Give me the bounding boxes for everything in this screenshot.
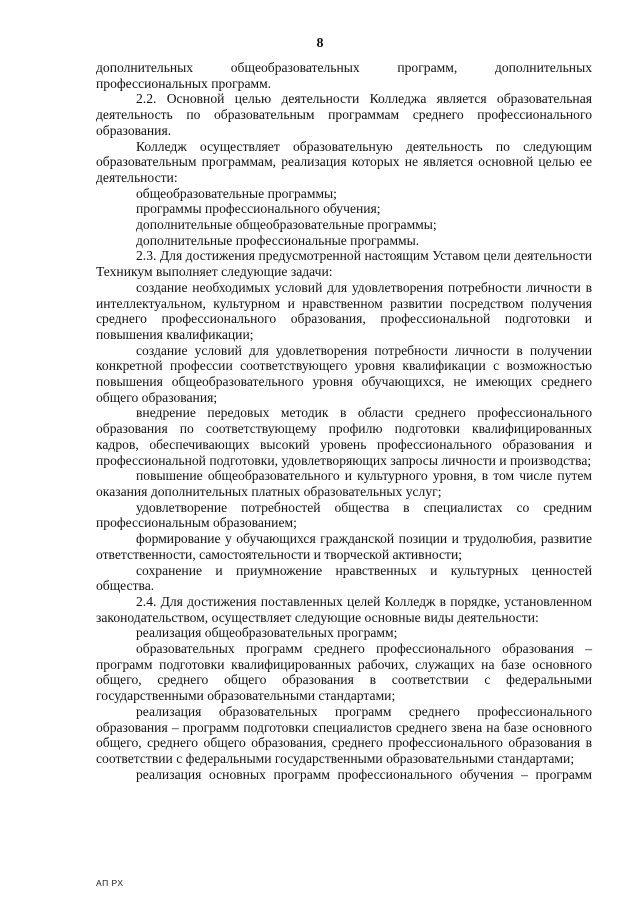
paragraph: Колледж осуществляет образовательную деятельность по следующим образовательным программам, реализация которых не является основной целью ее деятельности:	[96, 138, 592, 185]
paragraph: дополнительных общеобразовательных программ, дополнительных профессиональных программ.	[96, 60, 592, 91]
list-item: реализация основных программ профессионального обучения – программ	[136, 766, 592, 782]
list-item: дополнительные общеобразовательные программы;	[136, 217, 437, 233]
list-item: реализация образовательных программ среднего профессионального образования – программ подготовки специалистов среднего звена на базе основного общего, среднего общего образования, среднего профессионального образования в соответствии с федеральными государственными образовательными стандартами;	[96, 703, 592, 766]
footer-code: АП РХ	[96, 878, 124, 888]
page-number: 8	[316, 36, 324, 51]
list-item: создание необходимых условий для удовлетворения потребности личности в интеллектуальном, культурном и нравственном развитии посредством получения среднего профессионального образования, профессиональной подготовки и повышения квалификации;	[96, 279, 592, 342]
document-body	[96, 60, 592, 782]
list-item: общеобразовательные программы;	[136, 185, 337, 201]
list-item: внедрение передовых методик в области среднего профессионального образования по соответствующему профилю подготовки квалифицированных кадров, обеспечивающих высокий уровень профессионального образования и профессиональной подготовки, удовлетворяющих запросы личности и производства;	[96, 405, 592, 468]
list-item: программы профессионального обучения;	[136, 201, 381, 217]
list-item: создание условий для удовлетворения потребности личности в получении конкретной профессии соответствующего уровня квалификации с возможностью повышения общеобразовательного уровня обучающихся, не имеющих среднего общего образования;	[96, 342, 592, 405]
paragraph: 2.2. Основной целью деятельности Колледжа является образовательная деятельность по образовательным программам среднего профессионального образования.	[96, 91, 592, 138]
list-item: дополнительные профессиональные программы.	[136, 232, 420, 248]
list-item: сохранение и приумножение нравственных и культурных ценностей общества.	[96, 562, 592, 594]
paragraph: 2.4. Для достижения поставленных целей Колледж в порядке, установленном законодательством, осуществляет следующие основные виды деятельности:	[96, 593, 592, 625]
paragraph: 2.3. Для достижения предусмотренной настоящим Уставом цели деятельности Техникум выполняет следующие задачи:	[96, 248, 592, 280]
list-item: удовлетворение потребностей общества в специалистах со средним профессиональным образованием;	[96, 499, 592, 531]
list-item: формирование у обучающихся гражданской позиции и трудолюбия, развитие ответственности, самостоятельности и творческой активности;	[96, 531, 592, 562]
list-item: повышение общеобразовательного и культурного уровня, в том числе путем оказания дополнительных платных образовательных услуг;	[96, 468, 592, 499]
list-item: образовательных программ среднего профессионального образования – программ подготовки квалифицированных рабочих, служащих на базе основного общего, среднего общего образования в соответствии с федеральными государственными образовательными стандартами;	[96, 641, 592, 704]
list-item: реализация общеобразовательных программ;	[136, 625, 398, 641]
